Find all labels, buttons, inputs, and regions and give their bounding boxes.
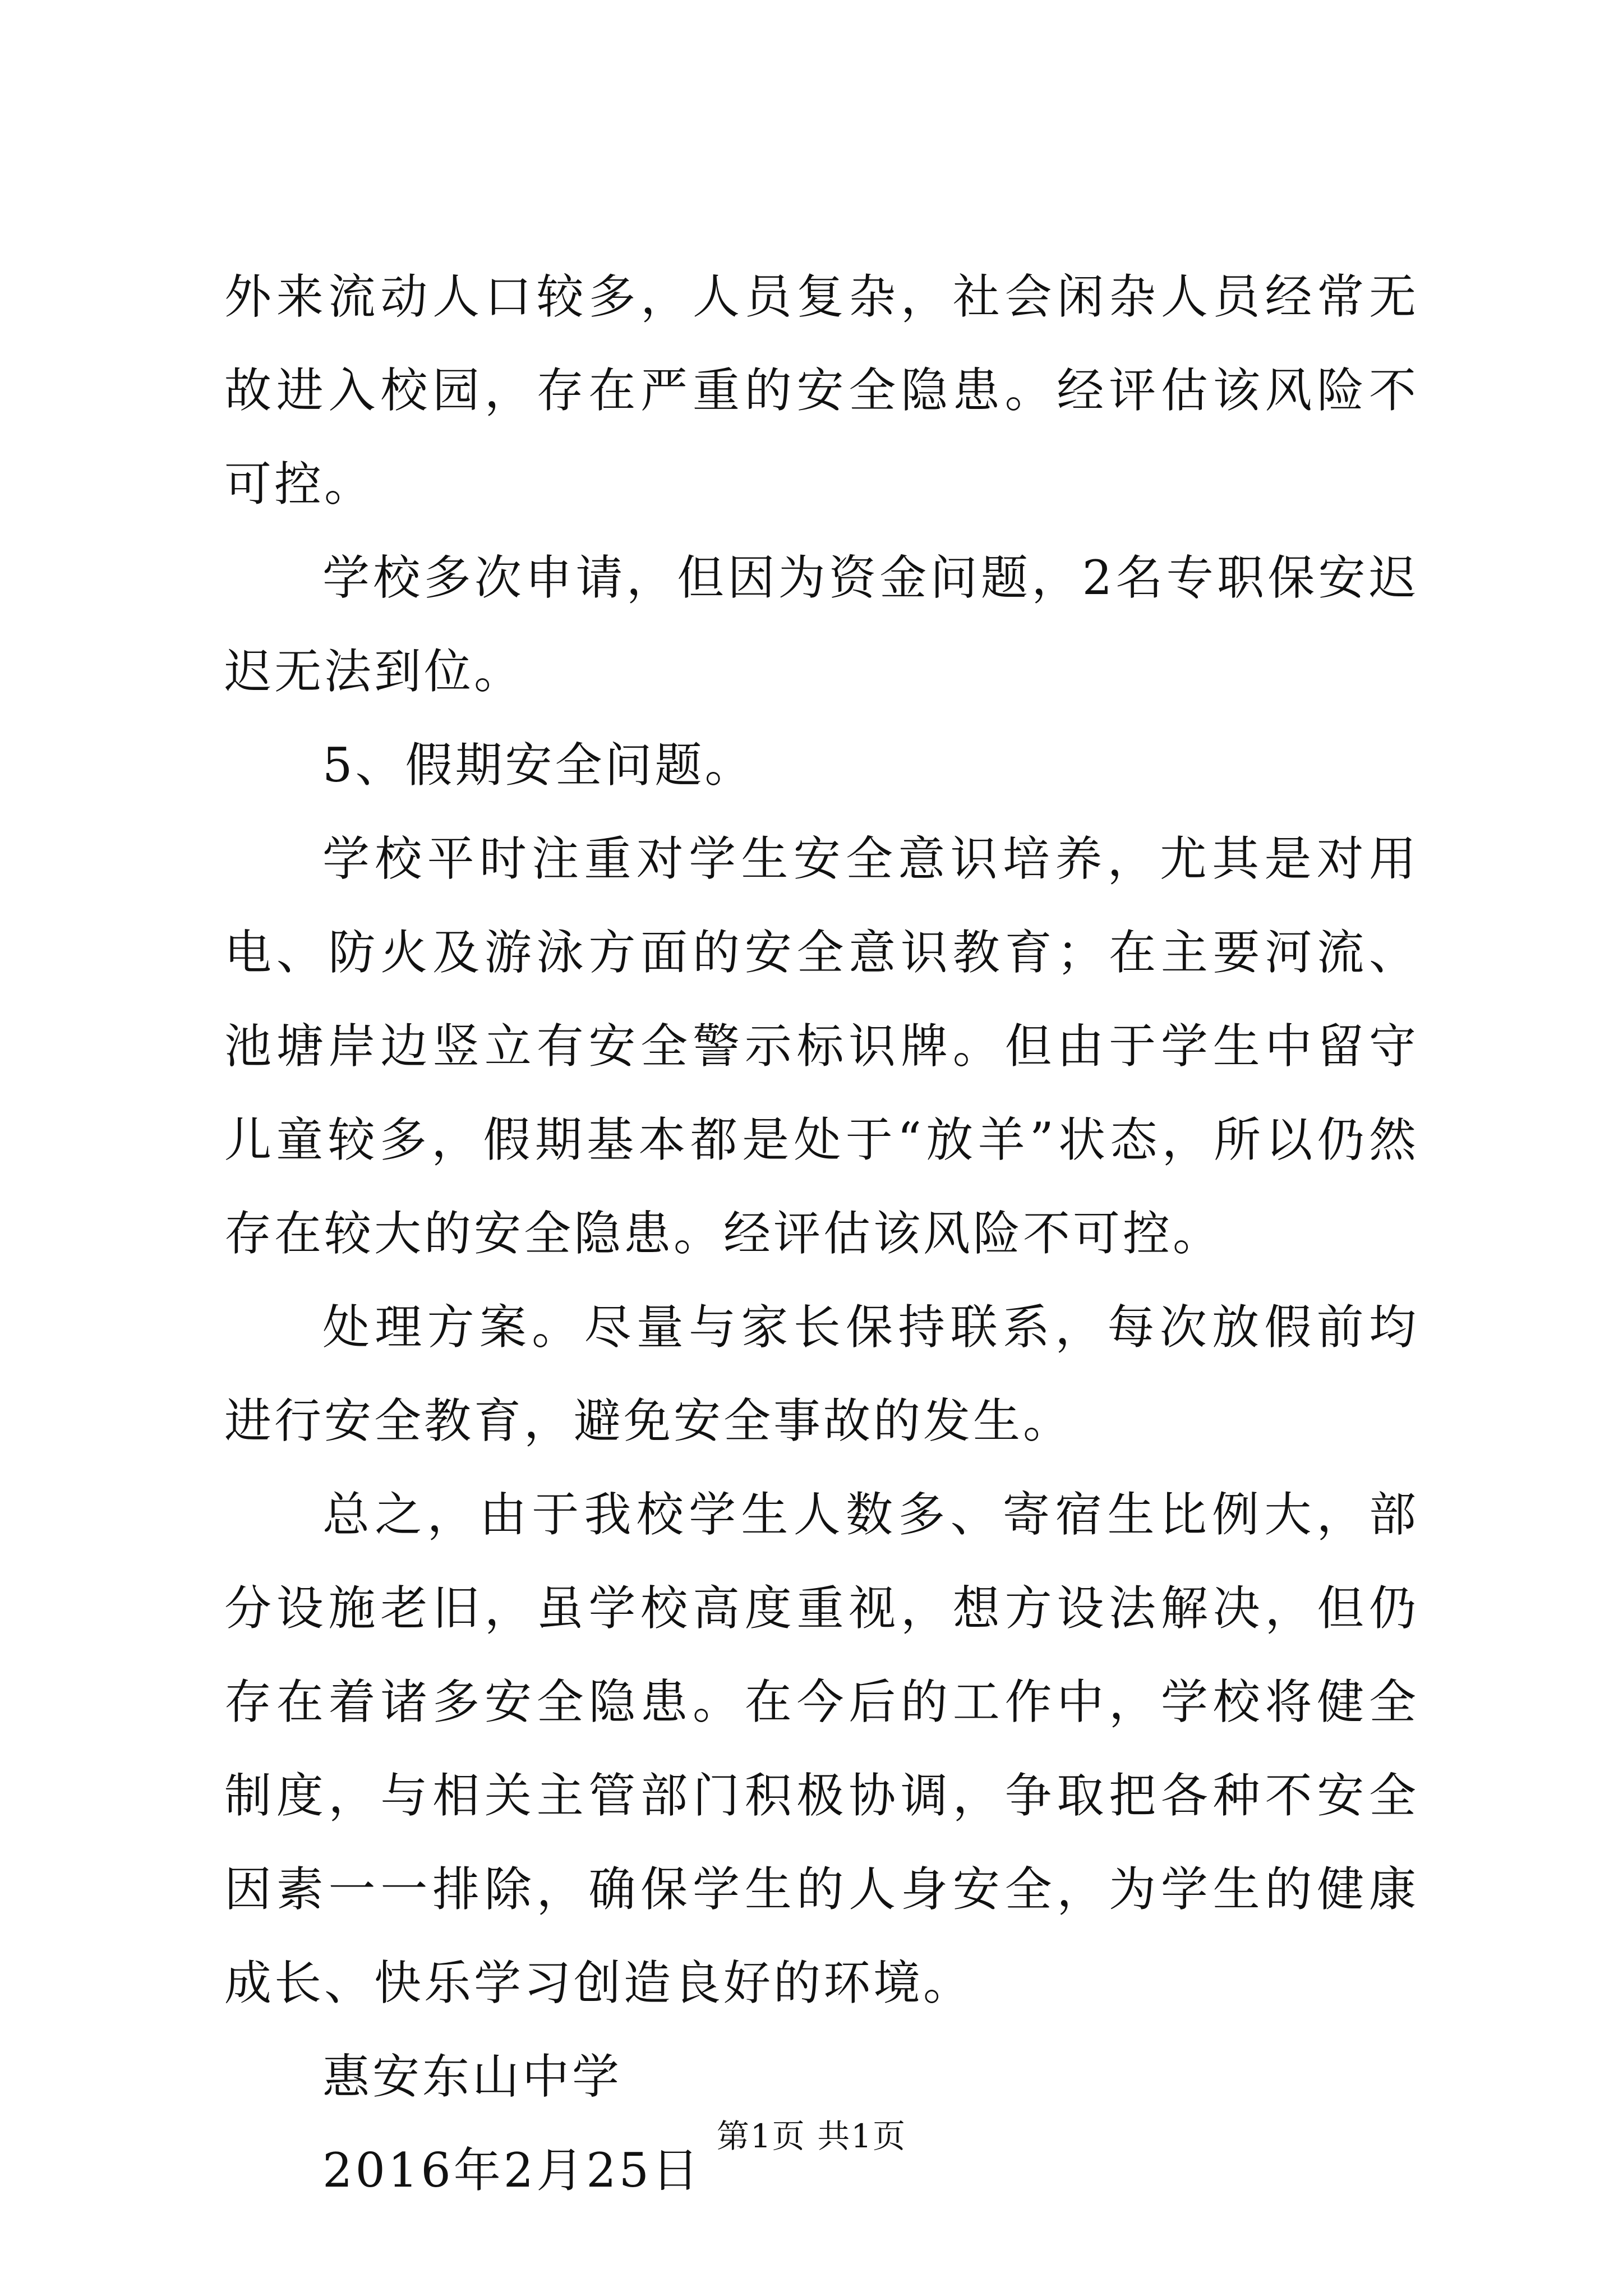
paragraph-security-guards: 学校多次申请，但因为资金问题，2名专职保安迟迟无法到位。 — [224, 550, 1419, 699]
signature: 惠安东山中学 — [322, 2049, 623, 2104]
document-body — [224, 250, 1419, 2217]
paragraph-handling-plan: 处理方案。尽量与家长保持联系，每次放假前均进行安全教育，避免安全事故的发生。 — [224, 1300, 1419, 1448]
paragraph-summary: 总之，由于我校学生人数多、寄宿生比例大，部分设施老旧，虽学校高度重视，想方设法解决，但仍存在着诸多安全隐患。在今后的工作中，学校将健全制度，与相关主管部门积极协调，争取把各种不安全因素一一排除，确保学生的人身安全，为学生的健康成长、快乐学习创造良好的环境。 — [224, 1487, 1419, 2010]
paragraph-holiday-safety: 学校平时注重对学生安全意识培养，尤其是对用电、防火及游泳方面的安全意识教育；在主要河流、池塘岸边竖立有安全警示标识牌。但由于学生中留守儿童较多，假期基本都是处于“放羊”状态，所以仍然存在较大的安全隐患。经评估该风险不可控。 — [224, 831, 1419, 1261]
paragraph-continuation: 外来流动人口较多，人员复杂，社会闲杂人员经常无故进入校园，存在严重的安全隐患。经评估该风险不可控。 — [224, 269, 1419, 512]
section-heading-holiday-safety: 5、假期安全问题。 — [322, 738, 755, 793]
document-date: 2016年2月25日 — [322, 2143, 702, 2198]
page-footer: 第1页 共1页 — [716, 2117, 907, 2155]
